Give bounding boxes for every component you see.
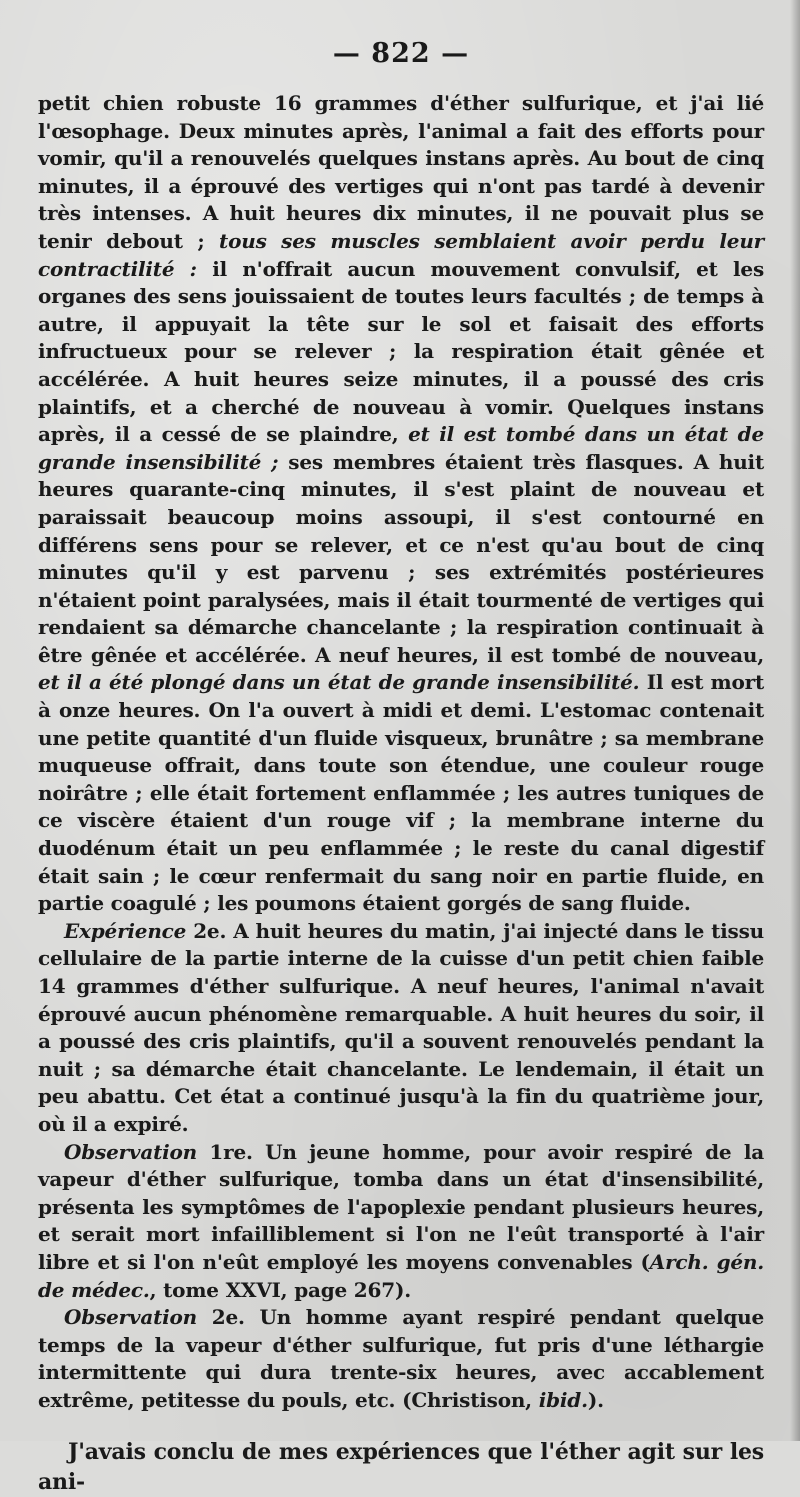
italic-run: ibid. bbox=[538, 1387, 588, 1412]
text-run: ses membres étaient très flasques. A huit heures quarante-cinq minutes, il s'est plaint de nouveau et paraissait beaucoup moins assoupi, il s'est contourné en différens sens pour se relever, et ce n'est qu'au bout de cinq minutes qu'il y est parvenu ; ses extrémités postérieures n'étaient point paralysées, mais il était tourmenté de vertiges qui rendaient sa démarche chancelante ; la respiration continuait à être gênée et accélérée. A neuf heures, il est tombé de nouveau, bbox=[38, 449, 764, 667]
page-edge-shadow bbox=[790, 0, 800, 1441]
text-run: ). bbox=[587, 1387, 604, 1412]
section-ordinal: 2e. bbox=[211, 1305, 245, 1330]
paragraph-observation-1 bbox=[38, 1139, 764, 1305]
paragraph-experience-1-continued bbox=[38, 90, 764, 918]
text-run: Un jeune homme, pour avoir respiré de la vapeur d'éther sulfurique, tomba dans un état d'insensibilité, présenta les symptômes de l'apoplexie pendant plusieurs heures, et serait mort infailliblement si l'on ne l'eût transporté à l'air libre et si l'on n'eût employé les moyens convenables ( bbox=[38, 1139, 764, 1274]
section-ordinal: 1re. bbox=[209, 1139, 253, 1164]
paragraph-experience-2 bbox=[38, 918, 764, 1139]
italic-run: tous ses muscles semblaient avoir perdu leur contractilité : bbox=[38, 228, 765, 281]
italic-run: Arch. gén. de médec. bbox=[38, 1249, 764, 1302]
text-run: , tome XXVI, page 267). bbox=[149, 1277, 411, 1302]
section-label: Expérience bbox=[64, 918, 187, 943]
page-number: — 822 — bbox=[332, 38, 470, 69]
section-ordinal: 2e. bbox=[193, 918, 227, 943]
text-run: petit chien robuste 16 grammes d'éther sulfurique, et j'ai lié l'œsophage. Deux minutes après, l'animal a fait des efforts pour vomir, qu'il a renouvelés quelques instans après. Au bout de cinq minutes, il a éprouvé des vertiges qui n'ont pas tardé à devenir très intenses. A huit heures dix minutes, il ne pouvait plus se tenir debout ; bbox=[38, 91, 764, 253]
text-run: Un homme ayant respiré pendant quelque temps de la vapeur d'éther sulfurique, fut pris d'une léthargie intermittente qui dura trente-six heures, avec accablement extrême, petitesse du pouls, etc. (Christison, bbox=[38, 1305, 764, 1412]
italic-run: et il est tombé dans un état de grande insensibilité ; bbox=[38, 422, 764, 474]
text-run: A huit heures du matin, j'ai injecté dans le tissu cellulaire de la partie interne de la cuisse d'un petit chien faible 14 grammes d'éther sulfurique. A neuf heures, l'animal n'avait éprouvé aucun phénomène remarquable. A huit heures du soir, il a poussé des cris plaintifs, qu'il a souvent renouvelés pendant la nuit ; sa démarche était chancelante. Le lendemain, il était un peu abattu. Cet état a continué jusqu'à la fin du quatrième jour, où il a expiré. bbox=[38, 918, 764, 1136]
italic-run: et il a été plongé dans un état de grande insensibilité. bbox=[38, 670, 640, 695]
section-label: Observation bbox=[64, 1305, 198, 1330]
text-run: il n'offrait aucun mouvement convulsif, et les organes des sens jouissaient de toutes leurs facultés ; de temps à autre, il appuyait la tête sur le sol et faisait des efforts infructueux pour se relever ; la respiration était gênée et accélérée. A huit heures seize minutes, il a poussé des cris plaintifs, et a cherché de nouveau à vomir. Quelques instans après, il a cessé de se plaindre, bbox=[38, 256, 765, 447]
paragraph-conclusion-start bbox=[38, 1437, 764, 1497]
text-run: Il est mort à onze heures. On l'a ouvert à midi et demi. L'estomac contenait une petite quantité d'un fluide visqueux, brunâtre ; sa membrane muqueuse offrait, dans toute son étendue, une couleur rouge noirâtre ; elle était fortement enflammée ; les autres tuniques de ce viscère étaient d'un rouge vif ; la membrane interne du duodénum était un peu enflammée ; le reste du canal digestif était sain ; le cœur renfermait du sang noir en partie fluide, en partie coagulé ; les poumons étaient gorgés de sang fluide. bbox=[38, 670, 765, 916]
section-label: Observation bbox=[64, 1139, 198, 1164]
body-text bbox=[38, 90, 764, 1497]
paragraph-observation-2 bbox=[38, 1304, 764, 1414]
text-run: J'avais conclu de mes expériences que l'éther agit sur les ani- bbox=[38, 1438, 764, 1495]
